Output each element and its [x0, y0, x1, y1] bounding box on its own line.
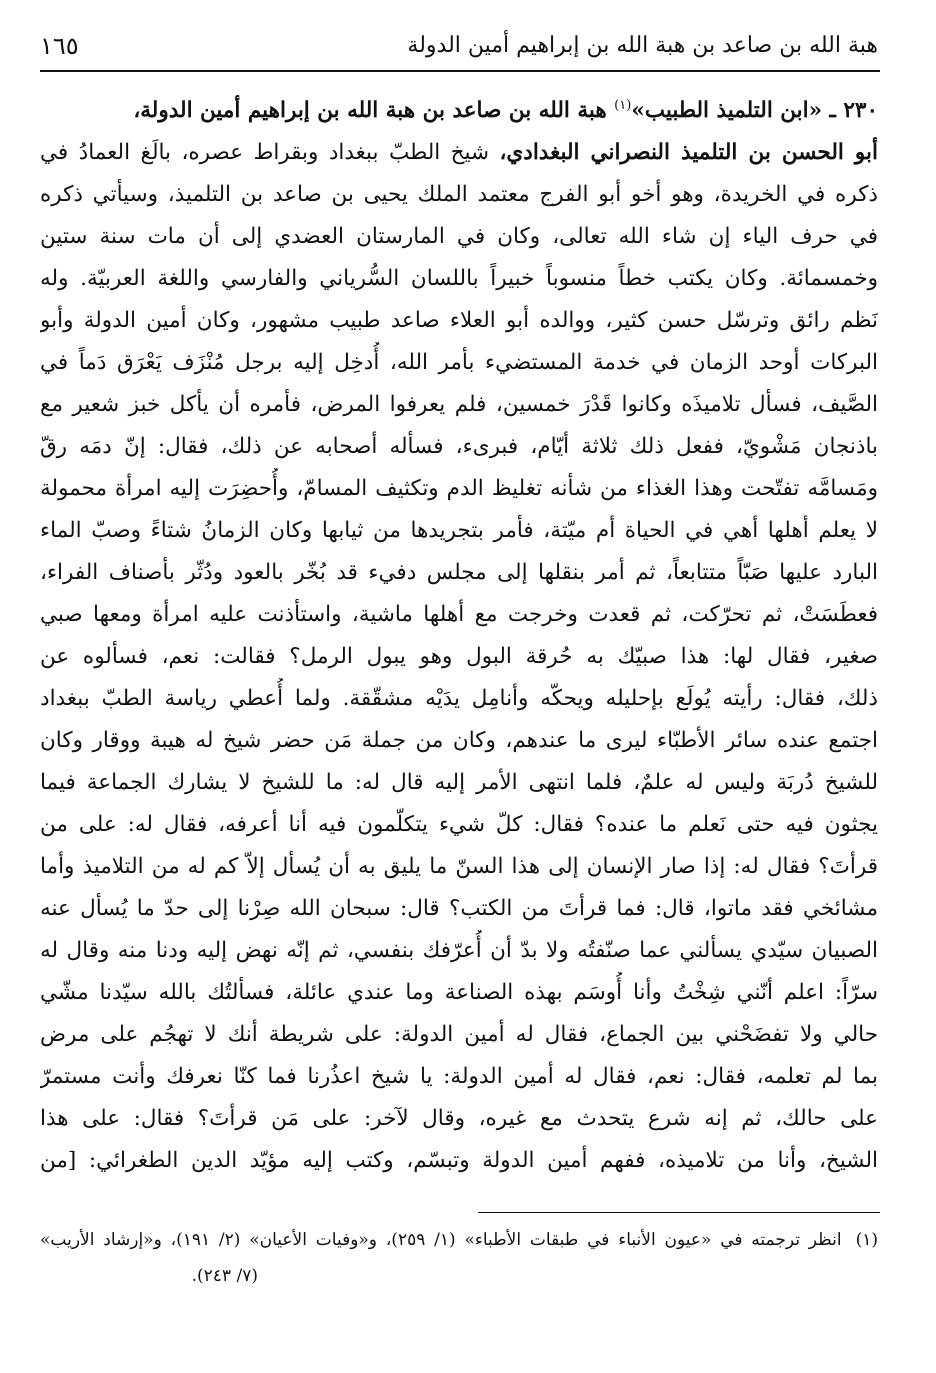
text-line: للشيخ دُربَة وليس له علمٌ، فلما انتهى الأمر إليه قال له: ما للشيخ لا يشارك الجماعة فيما: [40, 770, 878, 795]
text-line: الشيخ، وأنا من تلاميذه، ففهم أمين الدولة وتبسّم، وكتب إليه مؤيّد الدين الطغرائي: [من: [40, 1148, 878, 1173]
page-header: [40, 26, 878, 66]
entry-text: [40, 90, 878, 1182]
page-number: ١٦٥: [40, 32, 79, 60]
entry-line-2-text: شيخ الطبّ ببغداد وبقراط عصره، بالَغ العمادُ في: [40, 140, 500, 165]
entry-first-line: [40, 90, 878, 132]
text-line: حالي ولا تفضَحْني بين الجماع، فقال له أمين الدولة: على شريطة أنك لا تهجُم على مرض: [40, 1022, 878, 1047]
text-line: صغير، فقال لها: هذا صبيّك به حُرقة البول وهو يبول الرمل؟ فقالت: نعم، فسألوه عن: [40, 644, 878, 669]
text-line: باذنجان مَشْويّ، ففعل ذلك ثلاثة أيّام، فبرىء، فسأله أصحابه عن ذلك، فقال: إنّ دمَه رقّ: [40, 434, 878, 459]
text-line: ومَسامَّه تفتّحت وهذا الغذاء من شأنه تغليظ الدم وتكثيف المسامّ، وأُحضِرَت إليه امرأة محمولة: [40, 476, 878, 501]
entry-full-name: هبة الله بن صاعد بن هبة الله بن إبراهيم أمين الدولة،: [133, 98, 615, 123]
text-line: وخمسمائة. وكان يكتب خطاً منسوباً خبيراً باللسان السُّرياني والفارسي واللغة العربيّة. وله: [40, 266, 878, 291]
footnote-1: [40, 1222, 878, 1258]
text-line: ذلك، فقال: رأيته يُولَع بإحليله ويحكّه وأنامِل يدَيْه مشقّقة. ولما أُعطي رياسة الطبّ ببغداد: [40, 686, 878, 711]
footnotes: [40, 1222, 878, 1294]
text-line: مشائخي فقد ماتوا، قال: فما قرأتَ من الكتب؟ قال: سبحان الله صِرْنا إلى حدّ ما يُسأل عنه: [40, 896, 878, 921]
text-line: فعطَسَتْ، ثم تحرّكت، ثم قعدت وخرجت مع أهلها ماشية، واستأذنت عليه امرأة ومعها صبي: [40, 602, 878, 627]
text-line: على حالك، ثم إنه شرع يتحدث مع غيره، وقال لآخر: على مَن قرأتَ؟ فقال: على هذا: [40, 1106, 878, 1131]
text-line: ذكره في الخريدة، وهو أخو أبو الفرج معتمد الملك يحيى بن صاعد بن التلميذ، وسيأتي ذكره: [40, 182, 878, 207]
text-line: سرّاً: اعلم أنّني شِخْتُ وأنا أُوسَم بهذه الصناعة وما عندي عائلة، فسألتُك بالله سيّدنا مشّي: [40, 980, 878, 1005]
footnote-continuation: (٧/ ٢٤٣).: [191, 1266, 258, 1286]
text-line: بما لم تعلمه، فقال: نعم، فقال له أمين الدولة: يا شيخ اعذُرنا فما كنّا نعرفك وأنت مستمرّ: [40, 1064, 878, 1089]
text-line: البركات أوحد الزمان في خدمة المستضيء بأمر الله، أُدخِل إليه برجل مُنْزَف يَعْرَق دَماً في: [40, 350, 878, 375]
text-line: في حرف الياء إن شاء الله تعالى، وكان في المارستان العضدي إلى أن مات سنة ستين: [40, 224, 878, 249]
entry-kunya: أبو الحسن بن التلميذ النصراني البغدادي،: [499, 140, 878, 165]
text-line: نَظم رائق وترسّل حسن كثير، ووالده أبو العلاء صاعد طبيب مشهور، وكان أمين الدولة وأبو: [40, 308, 878, 333]
text-line: الصَّيف، فسأل تلاميذَه وكانوا قَدْرَ خمسين، فلم يعرفوا المرض، فأمره أن يأكل خبز شعير مع: [40, 392, 878, 417]
footnote-reference: (١): [614, 97, 632, 113]
text-line: البارد عليها صَبّاً متتابعاً، ثم أمر بنقلها إلى مجلس دفيء قد بُخّر بالعود ودُثّر بأصناف الفراء،: [40, 560, 878, 585]
footnote-rule: [478, 1212, 880, 1213]
entry-line-2: [40, 132, 878, 174]
entry-nickname: «ابن التلميذ الطبيب»: [631, 98, 823, 123]
text-line: قرأتَ؟ فقال له: إذا صار الإنسان إلى هذا السنّ ما يليق به أن يُسأل إلاّ كم له من التلاميذ وأما: [40, 854, 878, 879]
entry-number: ٢٣٠: [843, 98, 878, 123]
text-line: لا يعلم أهلها أهي في الحياة أم ميّتة، فأمر بتجريدها من ثيابها وكان الزمانُ شتاءً وصبّ الماء: [40, 518, 878, 543]
header-rule: [40, 70, 880, 72]
footnote-marker: (١): [855, 1230, 878, 1250]
entry-separator: ـ: [822, 98, 844, 123]
text-line: يجثون فيه حتى نَعلم ما عنده؟ فقال: كلّ شيء يتكلّمون فيه أنا أعرفه، فقال له: على من: [40, 812, 878, 837]
text-line: اجتمع عنده سائر الأطبّاء ليرى ما عندهم، وكان من جملة مَن حضر شيخ له هيبة ووقار وكان: [40, 728, 878, 753]
footnote-text: انظر ترجمته في «عيون الأنباء في طبقات الأطباء» (١/ ٢٥٩)، و«وفيات الأعيان» (٢/ ١٩١)، و«إرشاد الأريب»: [40, 1230, 842, 1250]
running-title: هبة الله بن صاعد بن هبة الله بن إبراهيم أمين الدولة: [407, 33, 878, 58]
text-line: الصبيان سيّدي يسألني عما صنّفتُه ولا بدّ أن أُعرّفك بنفسي، ثم إنّه نهض إليه ودنا منه وقال له: [40, 938, 878, 963]
